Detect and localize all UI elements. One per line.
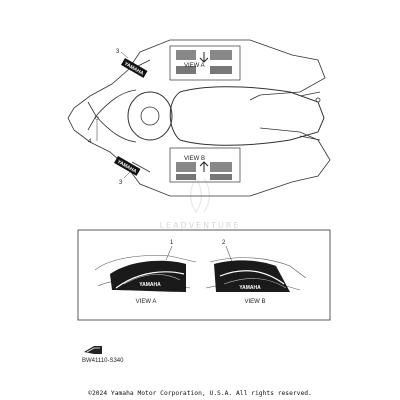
view-a-drawing xyxy=(95,246,196,292)
view-a-top-label: VIEW A xyxy=(184,63,205,69)
callout-2: 2 xyxy=(222,240,226,246)
view-a-decal-text: YAMAHA xyxy=(139,282,161,288)
watermark-text: LEADVENTURE xyxy=(159,221,241,230)
view-b-drawing xyxy=(206,246,306,292)
watermark-logo xyxy=(191,178,210,212)
callout-1: 1 xyxy=(170,240,174,246)
callout-3-bottom: 3 xyxy=(119,180,123,186)
fwd-arrow-icon xyxy=(84,346,102,354)
diagram-code: BW41110-S340 xyxy=(82,358,124,364)
view-b-decal-text: YAMAHA xyxy=(239,285,261,291)
side-decal-bottom xyxy=(114,156,141,176)
leader-3-top xyxy=(121,52,128,58)
side-decal-bottom-text: YAMAHA xyxy=(115,158,138,175)
copyright-notice: ©2024 Yamaha Motor Corporation, U.S.A. All rights reserved. xyxy=(88,390,312,397)
top-decal-area xyxy=(170,46,240,80)
callout-4: 4 xyxy=(88,139,92,145)
view-b-top-label: VIEW B xyxy=(184,156,206,162)
view-a-bottom-label: VIEW A xyxy=(135,299,157,305)
leader-3-bottom xyxy=(124,172,130,178)
side-decal-top-text: YAMAHA xyxy=(122,60,145,77)
bottom-decal-area xyxy=(170,148,240,182)
callout-3-top: 3 xyxy=(116,49,120,55)
view-b-bottom-label: VIEW B xyxy=(244,299,266,305)
